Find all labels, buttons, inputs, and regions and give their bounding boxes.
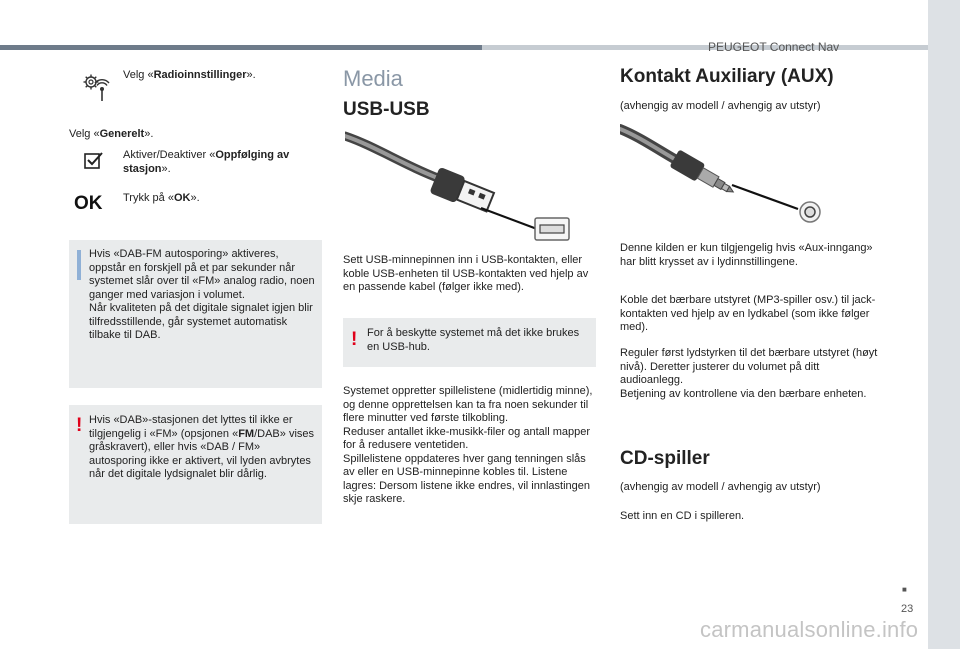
aux-dependency: (avhengig av modell / avhengig av utstyr) xyxy=(620,100,821,112)
header-brand: PEUGEOT Connect Nav xyxy=(708,40,840,54)
page-side-strip xyxy=(928,0,960,649)
header-rule-light xyxy=(482,45,928,50)
aux-title: Kontakt Auxiliary (AUX) xyxy=(620,66,834,87)
aux-jack-illustration-icon xyxy=(620,123,830,225)
general-step: Velg «Generelt». xyxy=(69,128,154,140)
watermark-text: carmanualsonline.info xyxy=(700,617,919,642)
info-note-box xyxy=(69,240,322,388)
aux-volume-text: Reguler først lydstyrken til det bærbare utstyret (høyt nivå). Deretter justerer du volumet på ditt audioanlegg. Betjening av kontrollene via den bærbare enheten. xyxy=(620,347,878,400)
info-note-text: Hvis «DAB-FM autosporing» aktiveres, oppstår en forskjell på et par sekunder når systemet slår over til «FM» analog radio, noen ganger med variasjon i volumet. Når kvaliteten på det digitale signalet igjen blir tilfredsstillende, går systemet automatisk tilbake til DAB. xyxy=(89,248,315,341)
cd-title: CD-spiller xyxy=(620,448,710,469)
section-title-media: Media xyxy=(343,66,403,91)
usb-instructions: Sett USB-minnepinnen inn i USB-kontakten, eller koble USB-enheten til USB-kontakten ved hjelp av en passende kabel (følger ikke med). xyxy=(343,254,589,293)
usb-warning-text: For å beskytte systemet må det ikke brukes en USB-hub. xyxy=(367,327,580,353)
cd-instructions: Sett inn en CD i spilleren. xyxy=(620,510,745,522)
radio-settings-step: Velg «Radioinnstillinger». xyxy=(123,69,256,81)
continue-marker-icon: ■ xyxy=(902,585,907,594)
page-number: 23 xyxy=(901,603,914,615)
warning-exclamation-icon: ! xyxy=(76,415,83,436)
checkbox-check-icon xyxy=(84,151,104,169)
warning-note-text: Hvis «DAB»-stasjonen det lyttes til ikke er tilgjengelig i «FM» (opsjonen «FM/DAB» vises gråskravert), eller hvis «DAB / FM» autosporing ikke er aktivert, vil lyden avbrytes når det digitale lydsignalet blir dårlig. xyxy=(89,414,315,480)
usb-warning-exclamation-icon: ! xyxy=(351,329,358,350)
warning-note-box xyxy=(69,405,322,524)
ok-icon: OK xyxy=(74,193,103,214)
header-rule-dark xyxy=(0,45,482,50)
info-note-marker-icon xyxy=(77,250,81,280)
aux-connect-text: Koble det bærbare utstyret (MP3-spiller osv.) til jack-kontakten ved hjelp av en lydkabel (som ikke følger med). xyxy=(620,294,876,333)
subtitle-usb: USB-USB xyxy=(343,99,430,120)
usb-cable-illustration-icon xyxy=(345,128,575,248)
aux-availability-text: Denne kilden er kun tilgjengelig hvis «Aux-inngang» har blitt krysset av i lydinnstillingene. xyxy=(620,242,873,268)
playlist-info: Systemet oppretter spillelistene (midlertidig minne), og denne opprettelsen kan ta fra noen sekunder til flere minutter ved første tilkobling. Reduser antallet ikke-musikk-filer og antall mapper for å redusere ventetiden. Spillelistene oppdateres hver gang tenningen slås av eller en USB-minnepinne kobles til. Listene lagres: Dersom listene ikke endres, vil innlastingen skje raskere. xyxy=(343,385,593,505)
cd-dependency: (avhengig av modell / avhengig av utstyr) xyxy=(620,481,821,493)
station-follow-step: Aktiver/Deaktiver «Oppfølging av stasjon». xyxy=(123,149,290,175)
usb-warning-box xyxy=(343,318,596,367)
radio-settings-icon xyxy=(82,73,112,103)
ok-step: Trykk på «OK». xyxy=(123,192,200,204)
